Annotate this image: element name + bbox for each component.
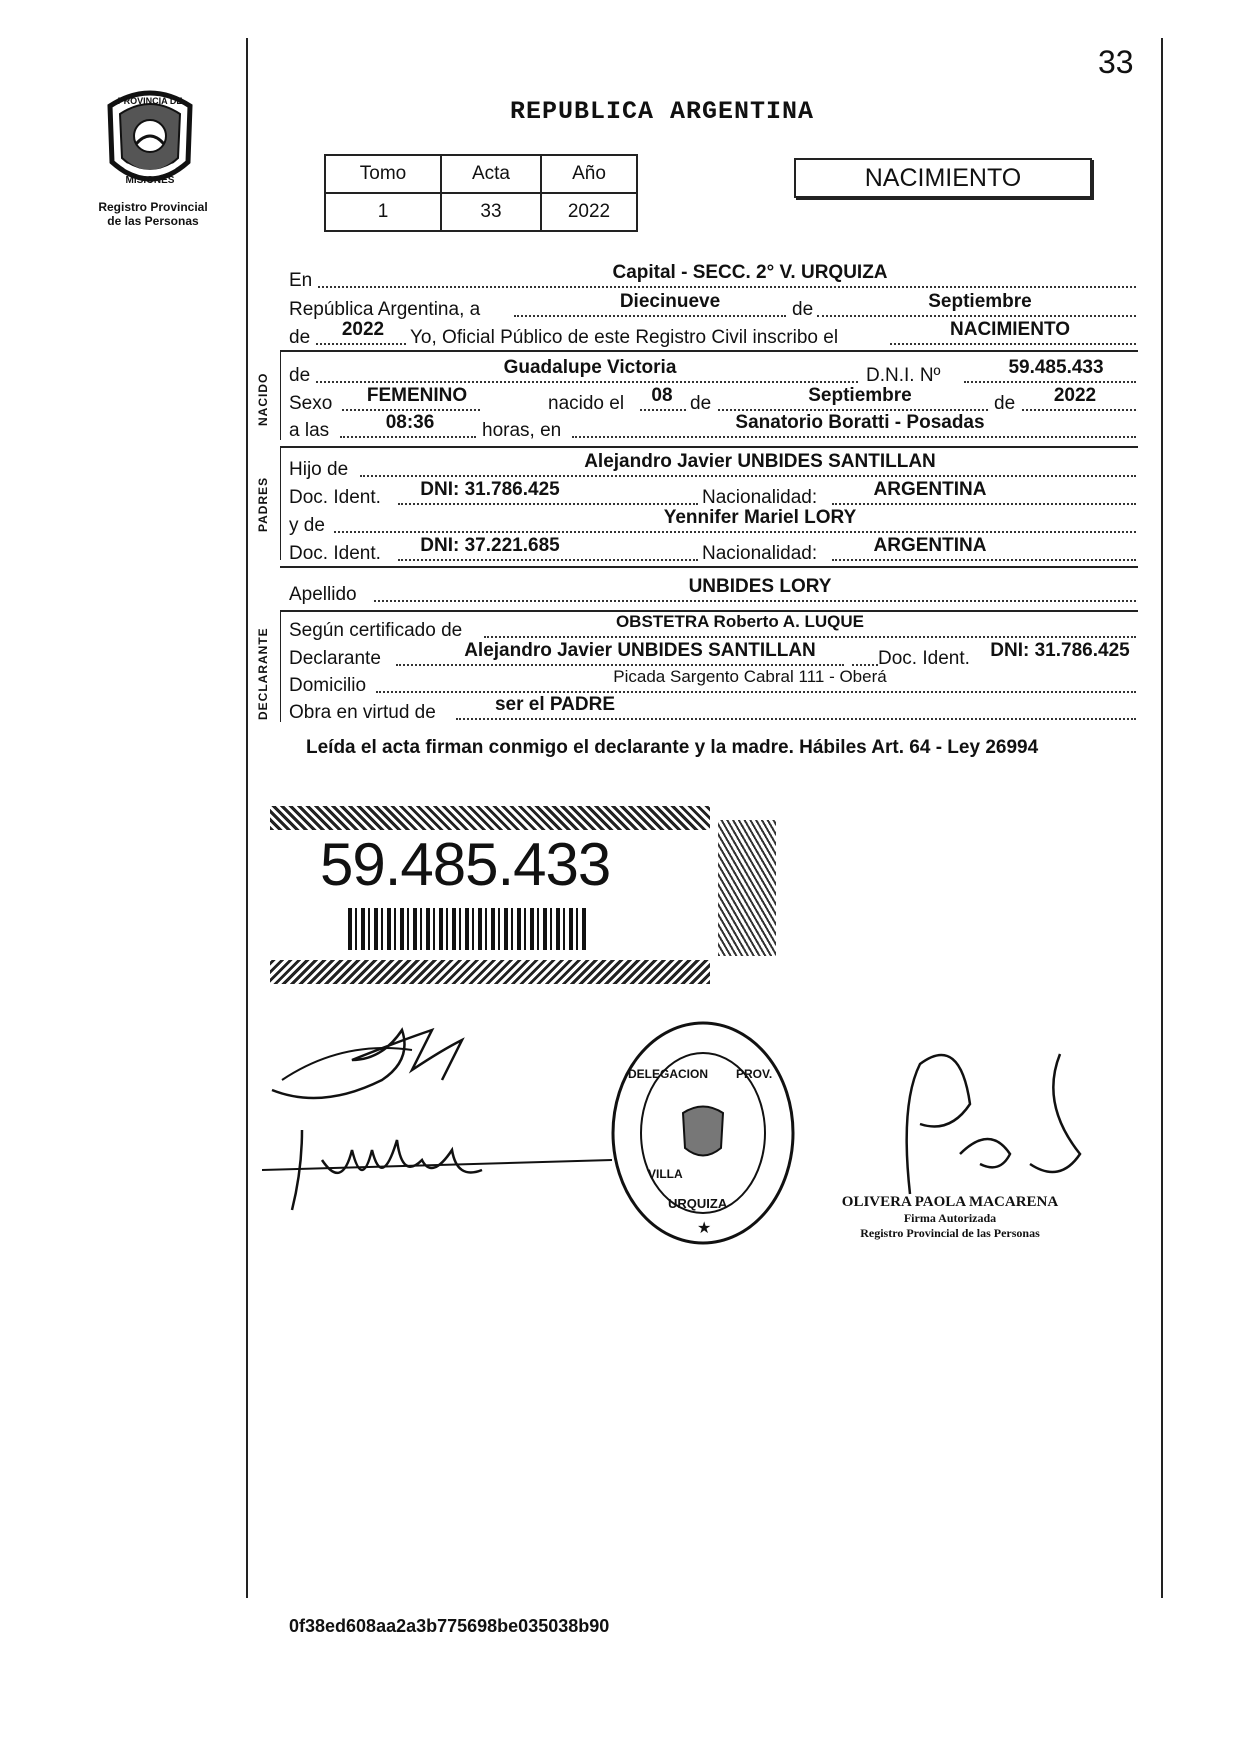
field-obra: ser el PADRE xyxy=(494,694,616,715)
signatory-org: Registro Provincial de las Personas xyxy=(860,1226,1040,1240)
field-nac-dia: 08 xyxy=(651,385,673,406)
dots xyxy=(316,381,858,383)
label-obra: Obra en virtud de xyxy=(289,702,436,723)
label-domicilio: Domicilio xyxy=(289,675,367,696)
svg-text:PROV.: PROV. xyxy=(736,1067,773,1081)
security-hologram xyxy=(718,820,776,956)
field-domicilio: Picada Sargento Cabral 111 - Oberá xyxy=(613,667,887,686)
field-dni: 59.485.433 xyxy=(1008,357,1104,378)
dots xyxy=(484,636,1136,638)
logo-caption xyxy=(78,200,228,228)
document-title: REPUBLICA ARGENTINA xyxy=(510,97,815,126)
signatory-name: OLIVERA PAOLA MACARENA xyxy=(841,1194,1059,1210)
section-bracket-nacido xyxy=(280,352,281,440)
label-doc-ident-padre: Doc. Ident. xyxy=(289,487,381,508)
dots xyxy=(514,315,786,317)
dots xyxy=(316,343,406,345)
label-nacionalidad-madre: Nacionalidad: xyxy=(702,543,818,564)
field-tipo: NACIMIENTO xyxy=(950,319,1070,340)
label-nacionalidad-padre: Nacionalidad: xyxy=(702,487,818,508)
field-padre: Alejandro Javier UNBIDES SANTILLAN xyxy=(584,451,936,472)
dots xyxy=(832,559,1136,561)
svg-text:MISIONES: MISIONES xyxy=(125,175,175,186)
dots xyxy=(360,475,1136,477)
dots xyxy=(398,503,698,505)
acta-table xyxy=(324,154,638,232)
label-segun-cert: Según certificado de xyxy=(289,620,463,641)
right-margin-line xyxy=(1161,38,1163,1598)
table-cell-anio: 2022 xyxy=(541,193,637,231)
closing-text: Leída el acta firman conmigo el declarante y la madre. Hábiles Art. 64 - Ley 26994 xyxy=(306,737,1039,758)
label-hijo-de: Hijo de xyxy=(289,459,349,480)
side-label-padres: PADRES xyxy=(256,476,270,532)
label-doc-ident-declarante: Doc. Ident. xyxy=(878,648,970,669)
dots xyxy=(890,343,1136,345)
label-dni: D.N.I. Nº xyxy=(866,365,941,386)
label-de-mes: de xyxy=(690,393,712,414)
dots xyxy=(342,409,480,411)
field-mes: Septiembre xyxy=(928,291,1032,312)
table-cell-tomo: 1 xyxy=(325,193,441,231)
svg-text:VILLA: VILLA xyxy=(648,1167,683,1181)
logo-caption-line1: Registro Provincial xyxy=(98,200,208,214)
logo-caption-line2: de las Personas xyxy=(107,214,199,228)
field-lugar-nac: Sanatorio Boratti - Posadas xyxy=(735,412,985,433)
label-de-anio2: de xyxy=(994,393,1016,414)
side-label-declarante: DECLARANTE xyxy=(256,627,270,720)
field-nac-mes: Septiembre xyxy=(808,385,912,406)
label-horas-en: horas, en xyxy=(482,420,562,441)
section-divider xyxy=(280,446,1138,448)
guilloche-band-bottom xyxy=(270,960,710,984)
label-doc-ident-madre: Doc. Ident. xyxy=(289,543,381,564)
field-sexo: FEMENINO xyxy=(366,385,468,406)
section-divider xyxy=(280,566,1138,568)
label-de-anio: de xyxy=(289,327,311,348)
field-padre-nac: ARGENTINA xyxy=(873,479,987,500)
barcode-sticker xyxy=(270,806,710,984)
svg-text:URQUIZA: URQUIZA xyxy=(668,1196,728,1211)
field-declarante-doc: DNI: 31.786.425 xyxy=(990,640,1130,661)
dots xyxy=(572,436,1136,438)
field-hora: 08:36 xyxy=(385,412,435,433)
signature-block xyxy=(820,1194,1080,1241)
svg-text:★: ★ xyxy=(697,1220,712,1237)
signature-authorized xyxy=(880,1044,1100,1204)
field-madre: Yennifer Mariel LORY xyxy=(663,507,857,528)
document-type-box: NACIMIENTO xyxy=(794,158,1092,198)
dots xyxy=(640,409,686,411)
label-nacido-el: nacido el xyxy=(548,393,625,414)
table-header-anio: Año xyxy=(541,155,637,193)
dots xyxy=(964,381,1136,383)
province-logo xyxy=(96,84,204,194)
field-certificado: OBSTETRA Roberto A. LUQUE xyxy=(615,612,865,631)
section-divider xyxy=(280,350,1138,352)
label-apellido: Apellido xyxy=(289,584,357,605)
signature-declarante xyxy=(262,1020,502,1110)
signature-madre xyxy=(262,1110,622,1220)
signatory-role: Firma Autorizada xyxy=(903,1211,997,1225)
label-de: de xyxy=(792,299,814,320)
label-de-nombre: de xyxy=(289,365,311,386)
side-label-nacido: NACIDO xyxy=(256,372,270,426)
field-anio: 2022 xyxy=(341,319,385,340)
table-header-acta: Acta xyxy=(441,155,541,193)
dots xyxy=(832,503,1136,505)
dots xyxy=(1022,409,1136,411)
field-lugar: Capital - SECC. 2° V. URQUIZA xyxy=(612,262,888,283)
dots xyxy=(852,664,878,666)
label-y-de: y de xyxy=(289,515,325,536)
official-stamp xyxy=(608,1018,798,1248)
footer-hash: 0f38ed608aa2a3b775698be035038b90 xyxy=(289,1616,610,1636)
dots xyxy=(396,664,844,666)
section-bracket-declarante xyxy=(280,612,281,722)
field-apellido: UNBIDES LORY xyxy=(688,576,832,597)
label-republica: República Argentina, a xyxy=(289,299,481,320)
page-number: 33 xyxy=(1098,44,1134,80)
dots xyxy=(374,600,1136,602)
dots xyxy=(340,436,476,438)
label-en: En xyxy=(289,270,313,291)
field-madre-nac: ARGENTINA xyxy=(873,535,987,556)
dots xyxy=(456,718,1136,720)
label-a-las: a las xyxy=(289,420,330,441)
barcode-bars xyxy=(348,908,588,950)
barcode-number: 59.485.433 xyxy=(320,831,611,898)
svg-text:DELEGACION: DELEGACION xyxy=(628,1067,709,1081)
field-dia: Diecinueve xyxy=(619,291,721,312)
dots xyxy=(376,691,1136,693)
left-margin-line xyxy=(246,38,248,1598)
label-sexo: Sexo xyxy=(289,393,333,414)
section-bracket-padres xyxy=(280,448,281,560)
field-nombre: Guadalupe Victoria xyxy=(503,357,677,378)
field-madre-doc: DNI: 37.221.685 xyxy=(420,535,560,556)
field-padre-doc: DNI: 31.786.425 xyxy=(420,479,560,500)
table-cell-acta: 33 xyxy=(441,193,541,231)
field-nac-anio: 2022 xyxy=(1053,385,1097,406)
table-header-tomo: Tomo xyxy=(325,155,441,193)
label-yo-oficial: Yo, Oficial Público de este Registro Civil inscribo el xyxy=(410,327,839,348)
field-declarante: Alejandro Javier UNBIDES SANTILLAN xyxy=(464,640,816,661)
dots xyxy=(318,286,1136,288)
dots xyxy=(334,531,1136,533)
label-declarante: Declarante xyxy=(289,648,381,669)
dots xyxy=(398,559,698,561)
guilloche-band-top xyxy=(270,806,710,830)
svg-text:PROVINCIA DE: PROVINCIA DE xyxy=(117,96,183,106)
dots xyxy=(718,409,988,411)
dots xyxy=(817,315,1136,317)
